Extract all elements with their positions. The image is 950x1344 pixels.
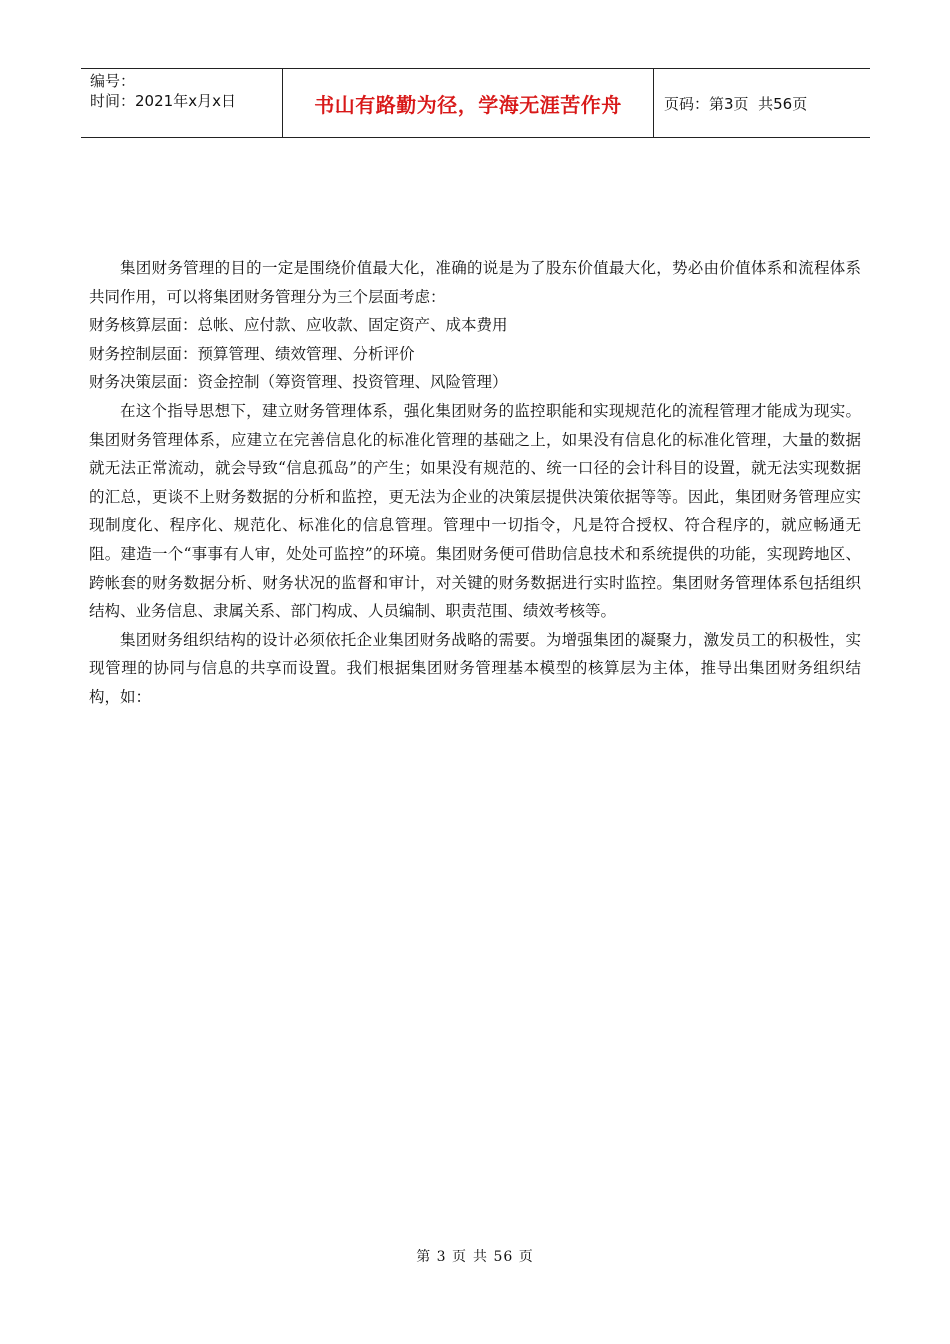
page-total: 共56页 — [758, 94, 808, 113]
footer-page-current: 第 3 页 — [416, 1249, 468, 1265]
body-line: 财务决策层面：资金控制（筹资管理、投资管理、风险管理） — [89, 373, 508, 392]
page-current: 第3页 — [709, 94, 749, 113]
body-paragraph: 集团财务组织结构的设计必须依托企业集团财务战略的需要。为增强集团的凝聚力，激发员工的积极性，实现管理的协同与信息的共享而设置。我们根据集团财务管理基本模型的核算层为主体，推导出集团财务组织结构，如： — [89, 630, 861, 706]
time-line — [90, 91, 282, 111]
page-info — [664, 93, 870, 114]
body-paragraph: 集团财务管理的目的一定是围绕价值最大化，准确的说是为了股东价值最大化，势必由价值体系和流程体系共同作用，可以将集团财务管理分为三个层面考虑： — [89, 259, 861, 306]
motto-text: 书山有路勤为径，学海无涯苦作舟 — [314, 92, 622, 117]
body-line: 财务控制层面：预算管理、绩效管理、分析评价 — [89, 344, 415, 363]
header-meta — [81, 69, 282, 137]
number-label: 编号： — [90, 72, 136, 90]
header-motto-cell — [282, 69, 654, 137]
page-footer — [0, 1246, 950, 1266]
body-paragraph: 在这个指导思想下，建立财务管理体系，强化集团财务的监控职能和实现规范化的流程管理才能成为现实。集团财务管理体系，应建立在完善信息化的标准化管理的基础之上，如果没有信息化的标准化管理，大量的数据就无法正常流动，就会导致“信息孤岛”的产生；如果没有规范的、统一口径的会计科目的设置，就无法实现数据的汇总，更谈不上财务数据的分析和监控，更无法为企业的决策层提供决策依据等等。因此，集团财务管理应实现制度化、程序化、规范化、标准化的信息管理。管理中一切指令，凡是符合授权、符合程序的，就应畅通无阻。建造一个“事事有人审，处处可监控”的环境。集团财务便可借助信息技术和系统提供的功能，实现跨地区、跨帐套的财务数据分析、财务状况的监督和审计，对关键的财务数据进行实时监控。集团财务管理体系包括组织结构、业务信息、隶属关系、部门构成、人员编制、职责范围、绩效考核等。 — [89, 401, 861, 621]
time-value: 2021年x月x日 — [135, 92, 236, 110]
time-label: 时间： — [90, 92, 136, 110]
document-body — [89, 254, 861, 712]
footer-page-total: 共 56 页 — [473, 1249, 534, 1265]
document-header — [81, 68, 870, 138]
page-label: 页码： — [664, 94, 710, 113]
body-line: 财务核算层面：总帐、应付款、应收款、固定资产、成本费用 — [89, 316, 508, 335]
header-page-cell — [654, 69, 870, 137]
